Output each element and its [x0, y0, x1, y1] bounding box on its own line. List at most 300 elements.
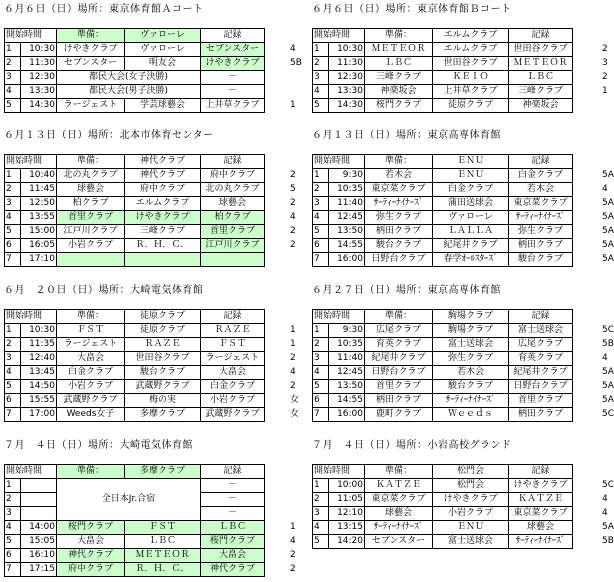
header-row — [313, 465, 573, 479]
table-row — [5, 99, 265, 113]
team-b: ヴァローレ — [433, 211, 509, 225]
team-b: 世田谷クラブ — [433, 57, 509, 71]
record-team: 江戸川クラブ — [201, 239, 265, 253]
record-team: 球藝会 — [509, 521, 573, 535]
team-b: エルムクラブ — [125, 197, 201, 211]
merged-event: 都民大会(女子決勝) — [57, 71, 201, 85]
row-number: 2 — [313, 493, 329, 507]
team-a: 柄田クラブ — [365, 225, 433, 239]
row-number: 4 — [313, 211, 329, 225]
row-number: 5 — [313, 535, 329, 549]
team-a: 小岩クラブ — [57, 239, 125, 253]
team-a: ＦＳＴ — [57, 324, 125, 338]
header-time: 開始時間 — [5, 155, 57, 169]
team-b: 駿台クラブ — [125, 366, 201, 380]
court-note: 5C — [602, 480, 614, 490]
team-a: 神楽坂会 — [365, 85, 433, 99]
header-time: 開始時間 — [5, 465, 57, 479]
record-team: ＬＢＣ — [201, 521, 265, 535]
row-time: 14:50 — [21, 380, 57, 394]
record-team: セブンスター — [201, 43, 265, 57]
row-number: 5 — [313, 99, 329, 113]
court-note: 2 — [290, 226, 296, 236]
team-b: 富士送球会 — [433, 535, 509, 549]
row-number: 3 — [5, 352, 21, 366]
row-time: 14:55 — [329, 394, 365, 408]
record-team: 弥生クラブ — [509, 225, 573, 239]
team-b: ＬＡＬＬＡ — [433, 225, 509, 239]
block-title: ７月 ４日（日）場所：小岩高校グランド — [312, 440, 512, 451]
row-number: 1 — [313, 324, 329, 338]
row-time: 11:40 — [329, 352, 365, 366]
team-b: ＲＡＺＥ — [125, 338, 201, 352]
header-prep-team: 神代クラブ — [125, 155, 201, 169]
court-note: 5C — [602, 409, 614, 419]
row-number: 4 — [313, 366, 329, 380]
court-note: 2 — [290, 564, 296, 574]
court-note: 3 — [602, 58, 608, 68]
team-b: Ｗｅｅｄｓ — [433, 408, 509, 422]
row-number: 1 — [5, 169, 21, 183]
schedule-block-5 — [4, 285, 302, 425]
team-a: 広尾クラブ — [365, 324, 433, 338]
record-team: － — [201, 507, 265, 521]
row-time: 10:00 — [329, 479, 365, 493]
table-row — [5, 521, 265, 535]
row-number: 2 — [5, 183, 21, 197]
court-note: 5B — [602, 536, 614, 546]
header-prep-team: ヴァローレ — [125, 29, 201, 43]
schedule-table — [312, 464, 573, 549]
row-time: 14:00 — [21, 521, 57, 535]
schedule-block-1 — [4, 4, 302, 124]
row-number: 3 — [313, 352, 329, 366]
court-note: 2 — [290, 353, 296, 363]
header-prep-team: ＥＮＵ — [433, 155, 509, 169]
team-a: ＭＥＴＥＯＲ — [365, 43, 433, 57]
table-row — [313, 253, 573, 267]
row-time: 12:10 — [329, 507, 365, 521]
team-a: 東京菜クラブ — [365, 183, 433, 197]
table-row — [5, 85, 265, 99]
header-prep: 準備： — [365, 465, 433, 479]
table-row — [5, 352, 265, 366]
team-b: ＫＥＩＯ — [433, 71, 509, 85]
team-a: 日野台クラブ — [365, 366, 433, 380]
row-number: 1 — [5, 43, 21, 57]
team-b: 神代クラブ — [125, 169, 201, 183]
row-number: 4 — [5, 85, 21, 99]
row-number: 5 — [5, 535, 21, 549]
row-time: 13:50 — [329, 225, 365, 239]
table-row — [5, 338, 265, 352]
team-b: 明友会 — [125, 57, 201, 71]
team-b: Ｒ．Ｈ．Ｃ． — [125, 563, 201, 577]
row-number: 2 — [313, 57, 329, 71]
team-a: ＬＢＣ — [365, 57, 433, 71]
record-team: － — [201, 85, 265, 99]
court-note: 5A — [602, 395, 614, 405]
record-team: 白金クラブ — [509, 169, 573, 183]
team-b: ヴァローレ — [125, 43, 201, 57]
schedule-block-2 — [312, 4, 614, 124]
row-time: 13:55 — [21, 211, 57, 225]
table-row — [5, 324, 265, 338]
table-row — [313, 338, 573, 352]
row-time: 10:30 — [329, 43, 365, 57]
row-number: 2 — [5, 57, 21, 71]
team-a: 府中クラブ — [57, 563, 125, 577]
header-record: 記録 — [509, 465, 573, 479]
row-time: 13:50 — [329, 380, 365, 394]
court-note: 4 — [290, 367, 296, 377]
row-time: 12:45 — [329, 366, 365, 380]
header-row — [5, 155, 265, 169]
team-a: 鹿町クラブ — [365, 408, 433, 422]
table-row — [313, 239, 573, 253]
row-number: 7 — [5, 563, 21, 577]
table-row — [313, 521, 573, 535]
schedule-table — [4, 28, 265, 113]
row-time: 10:30 — [21, 43, 57, 57]
record-team: 神代クラブ — [201, 563, 265, 577]
table-row — [5, 169, 265, 183]
team-a: 小岩クラブ — [57, 380, 125, 394]
team-b: 白金クラブ — [433, 183, 509, 197]
row-time: 12:50 — [21, 197, 57, 211]
team-a: 球藝会 — [365, 507, 433, 521]
header-row — [5, 310, 265, 324]
row-time: 13:15 — [329, 521, 365, 535]
court-note: 女 — [290, 395, 300, 405]
row-time: 16:05 — [21, 239, 57, 253]
row-time — [21, 507, 57, 521]
row-number: 5 — [313, 380, 329, 394]
team-a: ラージェスト — [57, 338, 125, 352]
table-row — [5, 394, 265, 408]
team-b: 徒原クラブ — [125, 324, 201, 338]
header-time: 開始時間 — [313, 29, 365, 43]
record-team: 首里クラブ — [201, 225, 265, 239]
row-number: 2 — [313, 338, 329, 352]
record-team: 育英クラブ — [509, 352, 573, 366]
header-row — [313, 29, 573, 43]
header-time: 開始時間 — [5, 29, 57, 43]
row-number: 1 — [313, 169, 329, 183]
row-time: 16:10 — [21, 549, 57, 563]
team-a: 武蔵野クラブ — [57, 394, 125, 408]
court-note: 1 — [602, 86, 608, 96]
team-b: 若木会 — [433, 366, 509, 380]
court-note: 5A — [602, 226, 614, 236]
row-number: 7 — [5, 408, 21, 422]
row-number: 7 — [313, 408, 329, 422]
row-number: 7 — [313, 253, 329, 267]
team-b: 学芸球藝会 — [125, 99, 201, 113]
record-team: 神楽坂会 — [509, 99, 573, 113]
record-team: ＭＥＴＥＯＲ — [509, 57, 573, 71]
table-row — [313, 324, 573, 338]
table-row — [313, 169, 573, 183]
team-b: 駿台クラブ — [433, 380, 509, 394]
table-row — [313, 211, 573, 225]
table-row — [5, 253, 265, 267]
header-prep: 準備： — [365, 155, 433, 169]
court-note: 2 — [290, 550, 296, 560]
record-team: 日野台クラブ — [509, 380, 573, 394]
row-number: 6 — [5, 394, 21, 408]
team-a: 首里クラブ — [57, 211, 125, 225]
team-a: ｻｰﾃｨｰﾅｲﾅｰｽﾞ — [365, 521, 433, 535]
row-number: 1 — [5, 324, 21, 338]
team-a: 柄田クラブ — [365, 394, 433, 408]
header-prep-team: 駒場クラブ — [433, 310, 509, 324]
team-a: 若木会 — [365, 169, 433, 183]
table-row — [313, 99, 573, 113]
row-time: 12:30 — [329, 71, 365, 85]
header-prep: 準備： — [57, 465, 125, 479]
table-row — [313, 380, 573, 394]
row-number: 3 — [5, 71, 21, 85]
header-prep: 準備： — [57, 155, 125, 169]
table-row — [313, 535, 573, 549]
header-record: 記録 — [509, 29, 573, 43]
team-b: 武蔵野クラブ — [125, 380, 201, 394]
court-note: 4 — [602, 353, 608, 363]
court-note: 5A — [602, 240, 614, 250]
row-number: 4 — [5, 211, 21, 225]
team-a: 桜門クラブ — [57, 521, 125, 535]
record-team: 柏クラブ — [201, 211, 265, 225]
team-b: エルムクラブ — [433, 43, 509, 57]
record-team: 大畠会 — [201, 366, 265, 380]
court-note: 1 — [290, 522, 296, 532]
team-a: 桜門クラブ — [365, 99, 433, 113]
record-team: ＬＢＣ — [509, 71, 573, 85]
row-number: 2 — [313, 183, 329, 197]
table-row — [313, 197, 573, 211]
header-time: 開始時間 — [313, 465, 365, 479]
court-note: 1 — [290, 100, 296, 110]
team-a — [57, 253, 125, 267]
team-b: 府中クラブ — [125, 183, 201, 197]
team-a: 白金クラブ — [57, 366, 125, 380]
table-row — [5, 57, 265, 71]
block-title: ７月 ４日（日）場所：大崎電気体育館 — [4, 440, 193, 451]
team-a: ラージェスト — [57, 99, 125, 113]
team-a: セブンスター — [365, 535, 433, 549]
court-note: 5C — [602, 325, 614, 335]
table-row — [5, 408, 265, 422]
team-a: 北の丸クラブ — [57, 169, 125, 183]
team-b: ＭＥＴＥＯＲ — [125, 549, 201, 563]
team-a: ＫＡＴＺＥ — [365, 479, 433, 493]
record-team: 富士送球会 — [509, 324, 573, 338]
row-time: 14:30 — [21, 99, 57, 113]
record-team: ＦＳＴ — [201, 338, 265, 352]
schedule-table — [312, 309, 573, 422]
court-note: 5 — [290, 184, 296, 194]
table-row — [5, 479, 265, 493]
merged-event: 全日本Jr.合宿 — [57, 479, 201, 521]
row-number: 4 — [5, 521, 21, 535]
record-team: 桜門クラブ — [201, 535, 265, 549]
row-time: 17:00 — [21, 408, 57, 422]
team-b: 三峰クラブ — [125, 225, 201, 239]
row-time: 14:30 — [329, 99, 365, 113]
team-b — [125, 253, 201, 267]
row-time: 16:00 — [329, 253, 365, 267]
block-title: ６月１３日（日）場所：北本市体育センター — [4, 130, 214, 141]
team-b: 梅の実 — [125, 394, 201, 408]
table-row — [313, 394, 573, 408]
row-time: 13:45 — [21, 366, 57, 380]
block-title: ６月１３日（日）場所：東京高専体育館 — [312, 130, 501, 141]
record-team: － — [201, 493, 265, 507]
table-row — [5, 239, 265, 253]
row-time: 15:00 — [21, 225, 57, 239]
header-row — [5, 29, 265, 43]
row-time: 17:15 — [21, 563, 57, 577]
court-note: 2 — [290, 170, 296, 180]
table-row — [5, 549, 265, 563]
record-team: 武蔵野クラブ — [201, 408, 265, 422]
row-number: 1 — [5, 479, 21, 493]
header-prep: 準備： — [365, 310, 433, 324]
table-row — [313, 507, 573, 521]
row-number: 6 — [5, 239, 21, 253]
team-b: 多摩クラブ — [125, 408, 201, 422]
team-b: 駒場クラブ — [433, 324, 509, 338]
record-team: 駿台クラブ — [509, 253, 573, 267]
row-number: 4 — [313, 521, 329, 535]
header-time: 開始時間 — [5, 310, 57, 324]
court-note: 5B — [602, 339, 614, 349]
row-number: 6 — [5, 549, 21, 563]
record-team: 柄田クラブ — [509, 239, 573, 253]
header-record: 記録 — [201, 155, 265, 169]
table-row — [5, 225, 265, 239]
row-time: 10:40 — [21, 169, 57, 183]
team-b: 春学ｵｰﾙｽﾀｰｽﾞ — [433, 253, 509, 267]
row-time: 16:00 — [329, 408, 365, 422]
table-row — [313, 493, 573, 507]
record-team: ＲＡＺＥ — [201, 324, 265, 338]
court-note: 5A — [602, 170, 614, 180]
team-a: 柏クラブ — [57, 197, 125, 211]
schedule-table — [312, 154, 573, 267]
record-team: 世田谷クラブ — [509, 43, 573, 57]
schedule-block-8 — [312, 440, 614, 580]
team-b: 蒲田送球会 — [433, 197, 509, 211]
team-b: ｻｰﾃｨｰﾅｲﾅｰｽﾞ — [433, 394, 509, 408]
team-a: 日野台クラブ — [365, 253, 433, 267]
court-note: 2 — [602, 44, 608, 54]
team-b: 上井草クラブ — [433, 85, 509, 99]
record-team: 若木会 — [509, 183, 573, 197]
merged-event: 都民大会(男子決勝) — [57, 85, 201, 99]
header-prep-team: 多摩クラブ — [125, 465, 201, 479]
table-row — [313, 225, 573, 239]
table-row — [313, 71, 573, 85]
record-team: 広尾クラブ — [509, 338, 573, 352]
team-a: 東京菜クラブ — [365, 493, 433, 507]
table-row — [5, 71, 265, 85]
record-team: 白金クラブ — [201, 380, 265, 394]
schedule-block-7 — [4, 440, 302, 580]
record-team: ｻｰﾃｨｰﾅｲﾅｰｽﾞ — [509, 211, 573, 225]
block-title: ６月 ２０日（日）場所：大崎電気体育館 — [4, 285, 204, 296]
record-team: 上井草クラブ — [201, 99, 265, 113]
row-time: 10:35 — [329, 183, 365, 197]
court-note: 4 — [290, 212, 296, 222]
schedule-block-6 — [312, 285, 614, 425]
row-number: 5 — [5, 225, 21, 239]
record-team: 首里クラブ — [509, 394, 573, 408]
team-a: 弥生クラブ — [365, 211, 433, 225]
row-number: 5 — [5, 99, 21, 113]
schedule-table — [4, 309, 265, 422]
row-time: 11:30 — [329, 57, 365, 71]
record-team: 東京菜クラブ — [509, 197, 573, 211]
row-time: 11:45 — [21, 183, 57, 197]
team-b: Ｒ．Ｈ．Ｃ． — [125, 239, 201, 253]
court-note: 4 — [290, 44, 296, 54]
row-time: 15:05 — [21, 535, 57, 549]
row-number: 4 — [313, 85, 329, 99]
record-team — [201, 253, 265, 267]
team-b: ＥＮＵ — [433, 169, 509, 183]
record-team: 府中クラブ — [201, 169, 265, 183]
table-row — [313, 479, 573, 493]
row-time: 11:35 — [21, 338, 57, 352]
header-prep: 準備： — [57, 310, 125, 324]
row-time — [21, 479, 57, 493]
court-note: 2 — [602, 72, 608, 82]
team-a: けやきクラブ — [57, 43, 125, 57]
team-a: 駿台クラブ — [365, 239, 433, 253]
court-note: 5A — [602, 522, 614, 532]
header-row — [313, 155, 573, 169]
row-number: 3 — [313, 197, 329, 211]
row-time: 14:55 — [329, 239, 365, 253]
team-b: ＦＳＴ — [125, 521, 201, 535]
team-b: 弥生クラブ — [433, 352, 509, 366]
row-number: 1 — [313, 43, 329, 57]
table-row — [313, 366, 573, 380]
row-time: 11:05 — [329, 493, 365, 507]
table-row — [313, 183, 573, 197]
header-prep-team: 徒原クラブ — [125, 310, 201, 324]
row-time — [21, 493, 57, 507]
table-row — [313, 352, 573, 366]
header-time: 開始時間 — [313, 155, 365, 169]
row-time: 14:20 — [329, 535, 365, 549]
schedule-table — [4, 154, 265, 267]
team-b: けやきクラブ — [433, 493, 509, 507]
team-a: 江戸川クラブ — [57, 225, 125, 239]
row-time: 12:30 — [21, 71, 57, 85]
record-team: 紀尾井クラブ — [509, 366, 573, 380]
row-time: 11:30 — [21, 57, 57, 71]
row-time: 9:30 — [329, 324, 365, 338]
row-time: 11:40 — [329, 197, 365, 211]
header-row — [313, 310, 573, 324]
schedule-table — [312, 28, 573, 113]
record-team: 柄田クラブ — [509, 408, 573, 422]
row-number: 6 — [313, 394, 329, 408]
team-b: ＥＮＵ — [433, 521, 509, 535]
